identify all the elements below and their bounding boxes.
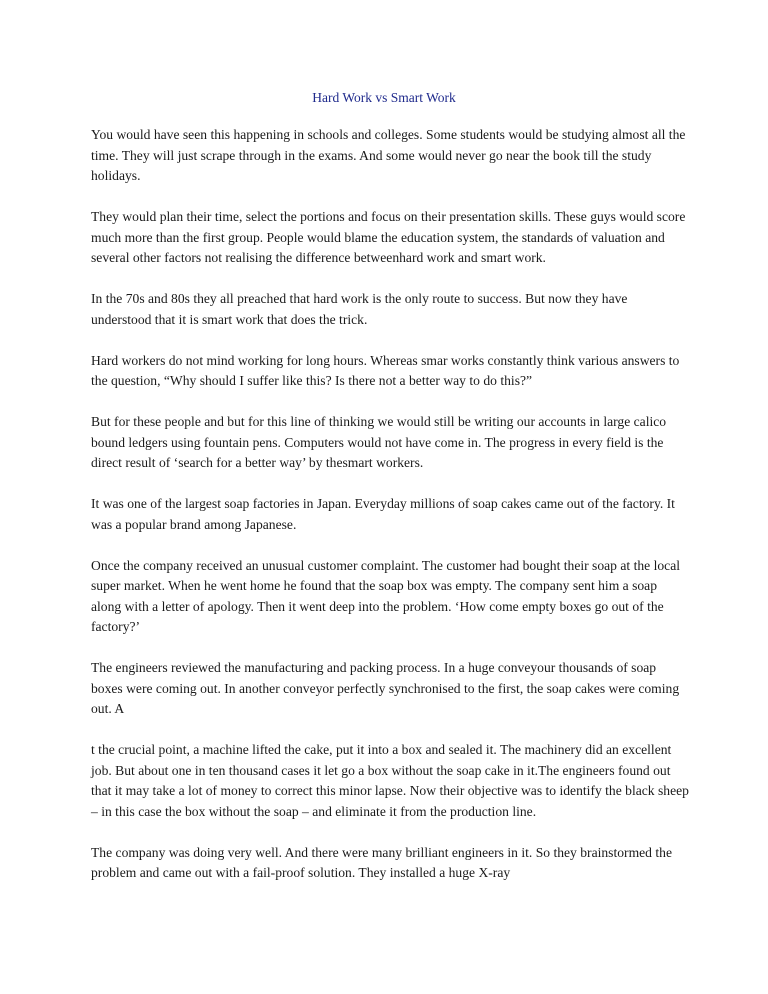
paragraph: The engineers reviewed the manufacturing and packing process. In a huge conveyour thousands of soap boxes were coming out. In another conveyor perfectly synchronised to the first, the soap cakes were coming out. A [91, 660, 680, 716]
paragraph: In the 70s and 80s they all preached that hard work is the only route to success. But now they have understood that it is smart work that does the trick. [91, 291, 628, 327]
paragraph: But for these people and but for this line of thinking we would still be writing our accounts in large calico bound ledgers using fountain pens. Computers would not have come in. The progress in every field is the direct result of ‘search for a better way’ by thesmart workers. [91, 414, 667, 470]
paragraph: Hard workers do not mind working for long hours. Whereas smar works constantly think various answers to the question, “Why should I suffer like this? Is there not a better way to do this?” [91, 352, 680, 388]
document-title: Hard Work vs Smart Work [312, 90, 456, 105]
document-body [91, 125, 689, 904]
paragraph: It was one of the largest soap factories in Japan. Everyday millions of soap cakes came out of the factory. It was a popular brand among Japanese. [91, 496, 675, 532]
paragraph: They would plan their time, select the portions and focus on their presentation skills. These guys would score much more than the first group. People would blame the education system, the standards of valuation and several other factors not realising the difference betweenhard work and smart work. [91, 209, 686, 265]
paragraph: You would have seen this happening in schools and colleges. Some students would be studying almost all the time. They will just scrape through in the exams. And some would never go near the book till the study holidays. [91, 127, 686, 183]
paragraph: t the crucial point, a machine lifted the cake, put it into a box and sealed it. The machinery did an excellent job. But about one in ten thousand cases it let go a box without the soap cake in it.The engineers found out that it may take a lot of money to correct this minor lapse. Now their objective was to identify the black sheep – in this case the box without the soap – and eliminate it from the production line. [91, 742, 689, 819]
paragraph: Once the company received an unusual customer complaint. The customer had bought their soap at the local super market. When he went home he found that the soap box was empty. The company sent him a soap along with a letter of apology. Then it went deep into the problem. ‘How come empty boxes go out of the factory?’ [91, 557, 680, 634]
paragraph: The company was doing very well. And there were many brilliant engineers in it. So they brainstormed the problem and came out with a fail-proof solution. They installed a huge X-ray [91, 844, 672, 880]
